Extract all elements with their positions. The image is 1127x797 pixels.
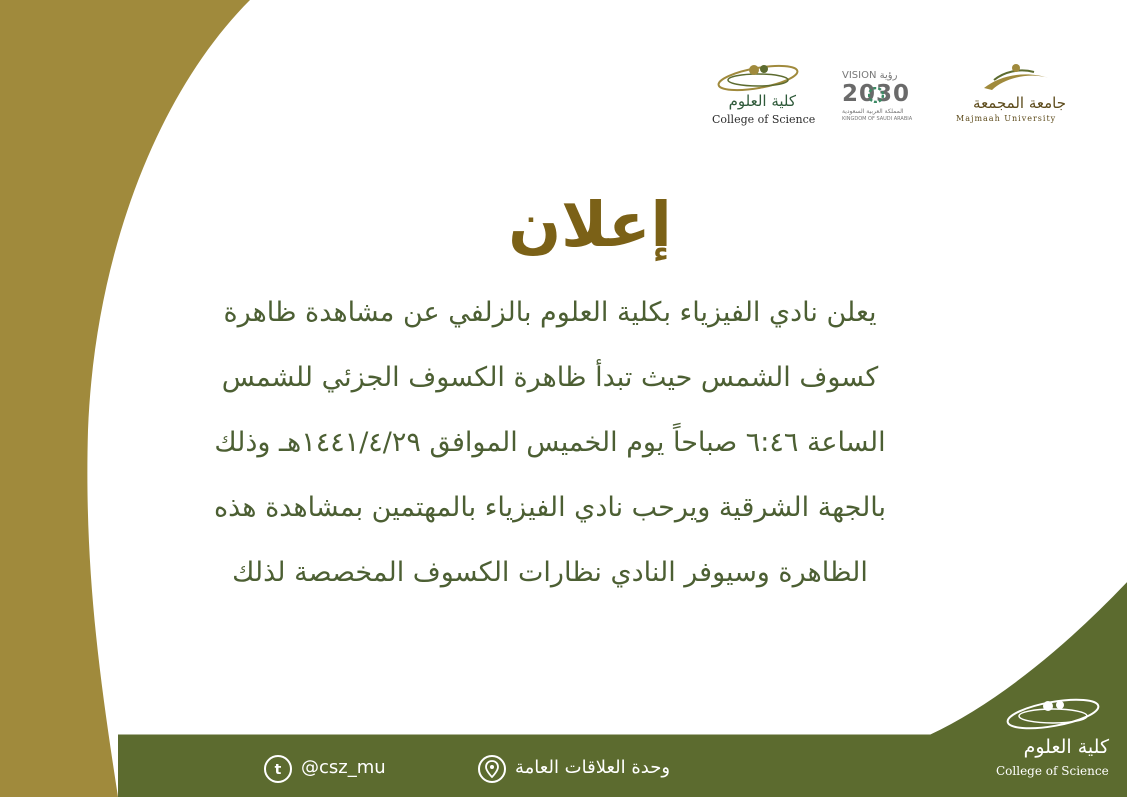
- footer-college-english: College of Science: [996, 764, 1109, 778]
- vision-emblem-icon: [868, 87, 884, 103]
- location-pin-icon: [477, 754, 507, 784]
- announcement-line-4: بالجهة الشرقية ويرحب نادي الفيزياء بالمهتمين بمشاهدة هذه: [213, 492, 887, 523]
- announcement-line-2: كسوف الشمس حيث تبدأ ظاهرة الكسوف الجزئي للشمس: [221, 362, 879, 393]
- vision-country-english: KINGDOM OF SAUDI ARABIA: [842, 116, 913, 122]
- college-of-science-logo: [708, 58, 816, 128]
- vision-label: VISION رؤية: [842, 70, 898, 81]
- university-emblem-icon: [964, 58, 1064, 94]
- announcement-line-3: الساعة ٦:٤٦ صباحاً يوم الخميس الموافق ١٤٤١/٤/٢٩هـ وذلك: [214, 427, 886, 458]
- college-name-english: College of Science: [712, 113, 816, 126]
- announcement-title: إعلان: [508, 188, 672, 261]
- svg-text:t: t: [274, 762, 282, 778]
- majmaah-university-logo: [952, 58, 1068, 128]
- vision-year: 2030: [842, 81, 911, 107]
- university-name-arabic: جامعة المجمعة: [973, 94, 1066, 112]
- twitter-handle[interactable]: @csz_mu: [301, 757, 386, 778]
- vision-2030-logo: [838, 70, 924, 124]
- footer-college-logo: [990, 692, 1115, 787]
- announcement-line-5: الظاهرة وسيوفر النادي نظارات الكسوف المخصصة لذلك: [232, 557, 868, 588]
- vision-country-arabic: المملكة العربية السعودية: [842, 108, 904, 115]
- announcement-line-1: يعلن نادي الفيزياء بكلية العلوم بالزلفي عن مشاهدة ظاهرة: [223, 297, 877, 328]
- public-relations-unit: وحدة العلاقات العامة: [515, 757, 671, 778]
- twitter-icon: [263, 754, 293, 784]
- college-name-arabic: كلية العلوم: [728, 92, 796, 110]
- university-name-english: Majmaah University: [956, 114, 1057, 123]
- footer-college-arabic: كلية العلوم: [1023, 736, 1109, 758]
- footer-college-emblem-icon: [998, 692, 1108, 736]
